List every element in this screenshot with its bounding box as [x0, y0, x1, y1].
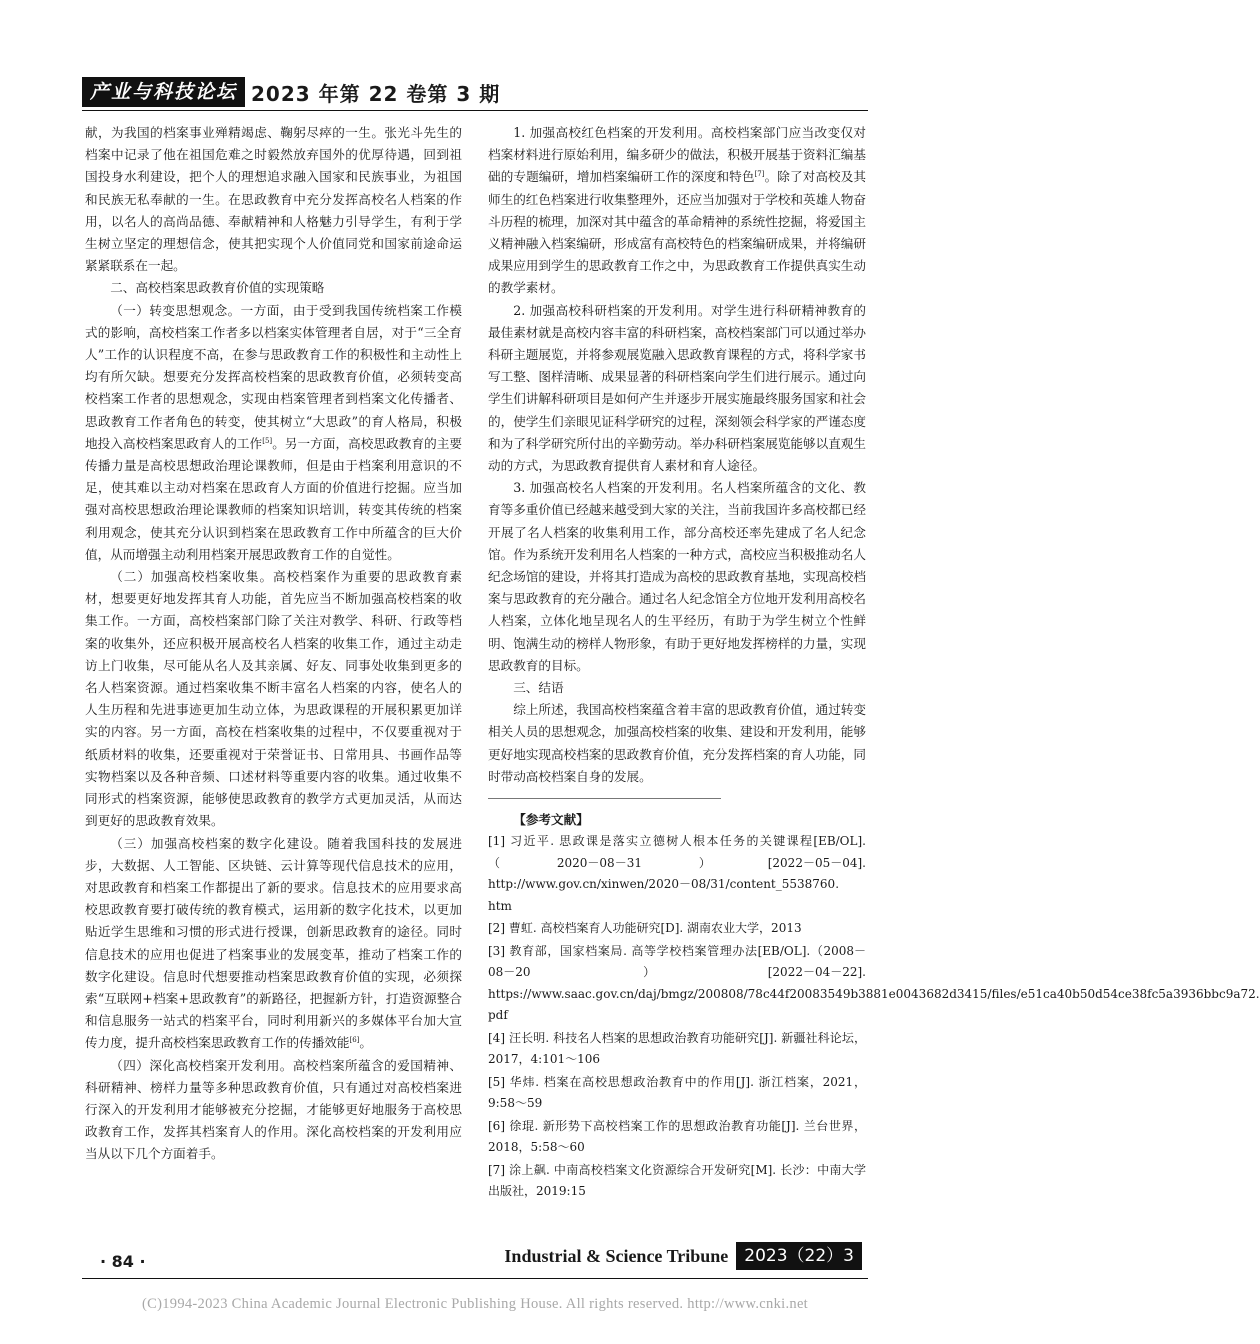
- paragraph-text: 综上所述，我国高校档案蕴含着丰富的思政教育价值，通过转变相关人员的思想观念，加强高校档案的收集、建设和开发利用，能够更好地实现高校档案的思政教育价值，充分发挥档案的育人功能，同时带动高校档案自身的发展。: [488, 702, 866, 784]
- right-column-body: [488, 122, 866, 788]
- reference-item: [1] 习近平. 思政课是落实立德树人根本任务的关键课程[EB/OL].（2020－08－31）[2022－05－04]. http://www.gov.cn/xinwen/2020－08/31/content_5538760. htm: [488, 834, 866, 913]
- header-rule: [82, 110, 868, 111]
- journal-name: 产业与科技论坛: [82, 77, 245, 107]
- paragraph: [488, 300, 866, 478]
- paragraph-text: 1. 加强高校红色档案的开发利用。高校档案部门应当改变仅对档案材料进行原始利用，编多研少的做法，积极开展基于资料汇编基础的专题编研，增加档案编研工作的深度和特色: [488, 125, 866, 185]
- references-title: 【参考文献】: [513, 812, 589, 828]
- right-column: [488, 122, 1260, 1204]
- paragraph-text: （一）转变思想观念。一方面，由于受到我国传统档案工作模式的影响，高校档案工作者多以档案实体管理者自居，对于“三全育人”工作的认识程度不高，在参与思政教育工作的积极性和主动性上均有所欠缺。想要充分发挥高校档案的思政教育价值，必须转变高校档案工作者的思想观念，实现由档案管理者到档案文化传播者、思政教育工作者角色的转变，使其树立“大思政”的育人格局，积极地投入高校档案思政育人的工作: [85, 302, 462, 451]
- reference-item: [2] 曹虹. 高校档案育人功能研究[D]. 湖南农业大学，2013: [488, 921, 802, 936]
- copyright-line: (C)1994-2023 China Academic Journal Electronic Publishing House. All rights reserved. http://www.cnki.net: [141, 1296, 809, 1312]
- citation-marker: [5]: [262, 436, 273, 445]
- left-column: [85, 122, 462, 1166]
- reference-item: [5] 华炜. 档案在高校思想政治教育中的作用[J]. 浙江档案，2021，9:58～59: [488, 1074, 866, 1111]
- citation-marker: [7]: [754, 170, 765, 179]
- reference-item: [3] 教育部，国家档案局. 高等学校档案管理办法[EB/OL].（2008－08－20）[2022－04－22]. https://www.saac.gov.cn/daj/bmgz/200808/78c44f20083549b3881e0043682d3415/files/e51ca40b50d54ce38fc5a3936bbc9a72. pdf: [488, 943, 1260, 1023]
- section-heading: [85, 277, 462, 299]
- paragraph-text: （四）深化高校档案开发利用。高校档案所蕴含的爱国精神、科研精神、榜样力量等多种思政教育价值，只有通过对高校档案进行深入的开发利用才能够被充分挖掘，才能够更好地服务于高校思政教育工作，发挥其档案育人的作用。深化高校档案的开发利用应当从以下几个方面着手。: [85, 1057, 462, 1162]
- page-header: [82, 77, 500, 107]
- paragraph-text: （二）加强高校档案收集。高校档案作为重要的思政教育素材，想要更好地发挥其育人功能，首先应当不断加强高校档案的收集工作。一方面，高校档案部门除了关注对教学、科研、行政等档案的收集外，还应积极开展高校名人档案的收集工作，通过主动走访上门收集，尽可能从名人及其亲属、好友、同事处收集到更多的名人档案资源。通过档案收集不断丰富名人档案的内容，使名人的人生历程和先进事迹更加生动立体，为思政课程的开展积累更加详实的内容。另一方面，高校在档案收集的过程中，不仅要重视对于纸质材料的收集，还要重视对于荣誉证书、日常用具、书画作品等实物档案以及各种音频、口述材料等重要内容的收集。通过收集不同形式的档案资源，能够使思政教育的教学方式更加灵活，从而达到更好的思政教育效果。: [85, 569, 462, 829]
- page-number: · 84 ·: [100, 1252, 146, 1271]
- paragraph-text: 献，为我国的档案事业殚精竭虑、鞠躬尽瘁的一生。张光斗先生的档案中记录了他在祖国危难之时毅然放弃国外的优厚待遇，回到祖国投身水利建设，把个人的理想追求融入国家和民族事业，为祖国和民族无私奉献的一生。在思政教育中充分发挥高校名人档案的作用，以名人的高尚品德、奉献精神和人格魅力引导学生，有利于学生树立坚定的理想信念，使其把实现个人价值同党和国家前途命运紧紧联系在一起。: [85, 125, 462, 274]
- references-divider: [488, 798, 721, 799]
- paragraph: [488, 477, 866, 677]
- paragraph-text: 2. 加强高校科研档案的开发利用。对学生进行科研精神教育的最佳素材就是高校内容丰富的科研档案，高校档案部门可以通过举办科研主题展览，并将参观展览融入思政教育课程的方式，将科学家书写工整、图样清晰、成果显著的科研档案向学生们进行展示。通过向学生们讲解科研项目是如何产生并逐步开展实施最终服务国家和社会的，使学生们亲眼见证科学研究的过程，深刻领会科学家的严谨态度和为了科学研究所付出的辛勤劳动。举办科研档案展览能够以直观生动的方式，为思政教育提供育人素材和育人途径。: [488, 302, 866, 474]
- paragraph-text: 3. 加强高校名人档案的开发利用。名人档案所蕴含的文化、教育等多重价值已经越来越受到大家的关注，当前我国许多高校都已经开展了名人档案的收集利用工作，部分高校还率先建成了名人纪念馆。作为系统开发利用名人档案的一种方式，高校应当积极推动名人纪念场馆的建设，并将其打造成为高校的思政教育基地，实现高校档案与思政教育的充分融合。通过名人纪念馆全方位地开发利用高校名人档案，立体化地呈现名人的生平经历，有助于为学生树立个性鲜明、饱满生动的榜样人物形象，有助于更好地发挥榜样的力量，实现思政教育的目标。: [488, 480, 866, 673]
- paragraph-text: 三、结语: [513, 680, 564, 696]
- paragraph: [85, 300, 462, 566]
- issue-info: 2023 年第 22 卷第 3 期: [251, 81, 501, 106]
- reference-item: [4] 汪长明. 科技名人档案的思想政治教育功能研究[J]. 新疆社科论坛，2017，4:101～106: [488, 1030, 866, 1067]
- paragraph-text: 二、高校档案思政教育价值的实现策略: [110, 280, 325, 296]
- footer-rule: [82, 1278, 868, 1279]
- paragraph-text-after: 。: [359, 1035, 372, 1051]
- paragraph: [85, 566, 462, 832]
- journal-english-title: Industrial & Science Tribune: [504, 1245, 729, 1266]
- paragraph: [488, 122, 866, 300]
- footer-journal: [504, 1242, 862, 1270]
- paragraph: [488, 699, 866, 788]
- citation-marker: [6]: [349, 1036, 360, 1045]
- section-heading: [488, 677, 866, 699]
- paragraph: [85, 1055, 462, 1166]
- paragraph: [85, 122, 462, 277]
- paragraph-text-after: 。除了对高校及其师生的红色档案进行收集整理外，还应当加强对于学校和英雄人物奋斗历程的梳理，加深对其中蕴含的革命精神的系统性挖掘，将爱国主义精神融入档案编研，形成富有高校特色的档案编研成果，并将编研成果应用到学生的思政教育工作之中，为思政教育工作提供真实生动的教学素材。: [488, 169, 867, 296]
- reference-item: [6] 徐琨. 新形势下高校档案工作的思想政治教育功能[J]. 兰台世界，2018，5:58～60: [488, 1118, 866, 1155]
- paragraph-text-after: 。另一方面，高校思政教育的主要传播力量是高校思想政治理论课教师，但是由于档案利用意识的不足，使其难以主动对档案在思政育人方面的价值进行挖掘。应当加强对高校思想政治理论课教师的档案知识培训，转变其传统的档案利用观念，使其充分认识到档案在思政教育工作中所蕴含的巨大价值，从而增强主动利用档案开展思政教育工作的自觉性。: [85, 435, 463, 562]
- reference-item: [7] 涂上飙. 中南高校档案文化资源综合开发研究[M]. 长沙：中南大学出版社，2019:15: [488, 1162, 866, 1199]
- issue-box: 2023（22）3: [736, 1242, 862, 1270]
- paragraph: [85, 833, 462, 1055]
- paragraph-text: （三）加强高校档案的数字化建设。随着我国科技的发展进步，大数据、人工智能、区块链、云计算等现代信息技术的应用，对思政教育和档案工作都提出了新的要求。信息技术的应用要求高校思政教育要打破传统的教育模式，运用新的数字化技术，以更加贴近学生思维和习惯的形式进行授课，创新思政教育的途径。同时信息技术的应用也促进了档案事业的发展变革，推动了档案工作的数字化建设。信息时代想要推动档案思政教育价值的实现，必须探索“互联网+档案+思政教育”的新路径，把握新方针，打造资源整合和信息服务一站式的档案平台，同时利用新兴的多媒体平台加大宣传力度，提升高校档案思政教育工作的传播效能: [85, 835, 462, 1051]
- references-list: [488, 831, 1260, 1203]
